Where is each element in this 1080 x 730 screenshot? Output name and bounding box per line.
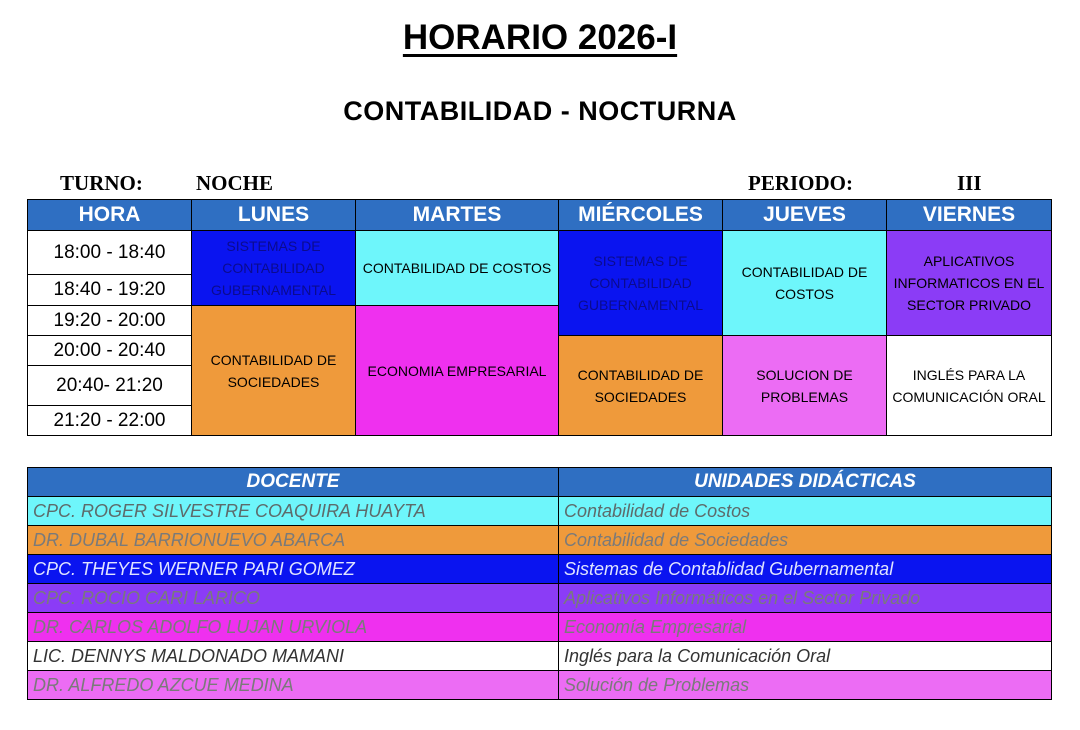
cell-lunes-1: SISTEMAS DE CONTABILIDAD GUBERNAMENTAL bbox=[192, 231, 356, 306]
legend-header-docente: DOCENTE bbox=[28, 468, 559, 497]
periodo-value: III bbox=[957, 171, 982, 195]
legend-unidad: Contabilidad de Costos bbox=[559, 497, 1052, 526]
legend-docente: CPC. ROGER SILVESTRE COAQUIRA HUAYTA bbox=[28, 497, 559, 526]
header-viernes: VIERNES bbox=[887, 200, 1052, 231]
turno-value: NOCHE bbox=[196, 171, 274, 195]
turno-label: TURNO: bbox=[60, 171, 143, 195]
hour-cell: 18:00 - 18:40 bbox=[28, 231, 192, 275]
page-title: HORARIO 2026-I bbox=[402, 18, 678, 57]
legend-unidad: Aplicativos Informáticos en el Sector Privado bbox=[559, 584, 1052, 613]
hour-cell: 20:00 - 20:40 bbox=[28, 336, 192, 366]
cell-lunes-2: CONTABILIDAD DE SOCIEDADES bbox=[192, 306, 356, 436]
legend-table bbox=[27, 467, 1052, 700]
legend-docente: DR. DUBAL BARRIONUEVO ABARCA bbox=[28, 526, 559, 555]
periodo-label: PERIODO: bbox=[748, 171, 853, 195]
cell-miercoles-1: SISTEMAS DE CONTABILIDAD GUBERNAMENTAL bbox=[559, 231, 723, 336]
cell-miercoles-2: CONTABILIDAD DE SOCIEDADES bbox=[559, 336, 723, 436]
cell-viernes-2: INGLÉS PARA LA COMUNICACIÓN ORAL bbox=[887, 336, 1052, 436]
hour-cell: 20:40- 21:20 bbox=[28, 366, 192, 406]
cell-jueves-2: SOLUCION DE PROBLEMAS bbox=[723, 336, 887, 436]
legend-docente: LIC. DENNYS MALDONADO MAMANI bbox=[28, 642, 559, 671]
header-martes: MARTES bbox=[356, 200, 559, 231]
legend-docente: CPC. ROCIO CARI LARICO bbox=[28, 584, 559, 613]
legend-unidad: Solución de Problemas bbox=[559, 671, 1052, 700]
legend-unidad: Economía Empresarial bbox=[559, 613, 1052, 642]
cell-jueves-1: CONTABILIDAD DE COSTOS bbox=[723, 231, 887, 336]
legend-docente: DR. ALFREDO AZCUE MEDINA bbox=[28, 671, 559, 700]
hour-cell: 19:20 - 20:00 bbox=[28, 306, 192, 336]
cell-martes-1: CONTABILIDAD DE COSTOS bbox=[356, 231, 559, 306]
legend-unidad: Contabilidad de Sociedades bbox=[559, 526, 1052, 555]
hour-cell: 18:40 - 19:20 bbox=[28, 275, 192, 306]
page-subtitle: CONTABILIDAD - NOCTURNA bbox=[343, 96, 737, 126]
legend-unidad: Inglés para la Comunicación Oral bbox=[559, 642, 1052, 671]
header-miercoles: MIÉRCOLES bbox=[559, 200, 723, 231]
legend-docente: DR. CARLOS ADOLFO LUJAN URVIOLA bbox=[28, 613, 559, 642]
legend-unidad: Sistemas de Contablidad Gubernamental bbox=[559, 555, 1052, 584]
cell-martes-2: ECONOMIA EMPRESARIAL bbox=[356, 306, 559, 436]
schedule-table bbox=[27, 199, 1052, 436]
legend-header-unidades: UNIDADES DIDÁCTICAS bbox=[559, 468, 1052, 497]
header-jueves: JUEVES bbox=[723, 200, 887, 231]
header-lunes: LUNES bbox=[192, 200, 356, 231]
hour-cell: 21:20 - 22:00 bbox=[28, 406, 192, 436]
legend-docente: CPC. THEYES WERNER PARI GOMEZ bbox=[28, 555, 559, 584]
header-hora: HORA bbox=[28, 200, 192, 231]
cell-viernes-1: APLICATIVOS INFORMATICOS EN EL SECTOR PRIVADO bbox=[887, 231, 1052, 336]
